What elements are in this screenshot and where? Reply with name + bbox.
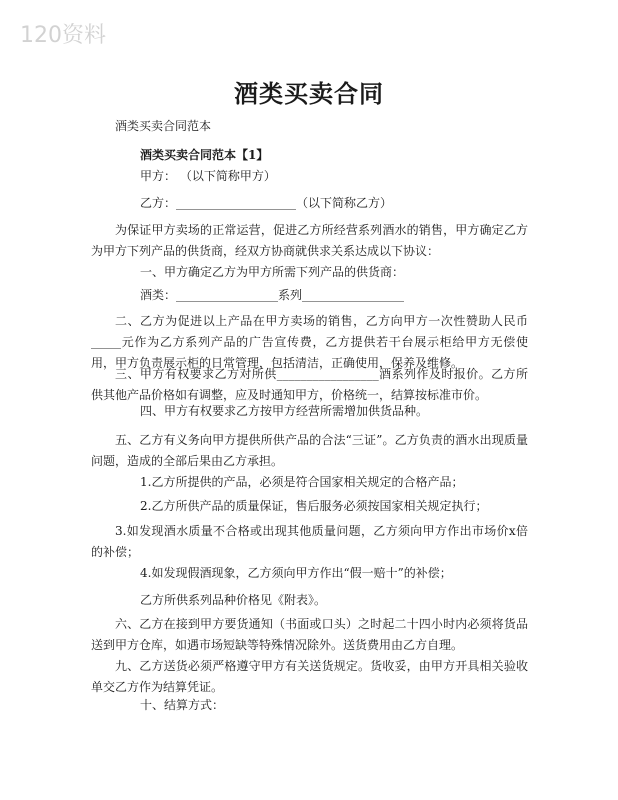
clause-4: 四、甲方有权要求乙方按甲方经营所需增加供货品种。 [140, 404, 429, 418]
clause-9: 九、乙方送货必须严格遵守甲方有关送货规定。货收妥，由甲方开具相关验收单交乙方作为结算凭证。 [91, 659, 528, 694]
party-b-line: 乙方：____________________（以下简称乙方） [140, 196, 393, 210]
section-heading: 酒类买卖合同范本【1】 [140, 148, 269, 162]
clause-1: 一、甲方确定乙方为甲方所需下列产品的供货商： [140, 265, 405, 279]
clause-5-item-1: 1.乙方所提供的产品，必须是符合国家相关规定的合格产品； [140, 475, 464, 489]
intro-paragraph: 为保证甲方卖场的正常运营，促进乙方所经营系列酒水的销售，甲方确定乙方为甲方下列产品的供货商，经双方协商就供求关系达成以下协议： [91, 223, 528, 258]
clause-3: 三、甲方有权要求乙方对所供_________________酒系列作及时报价。乙方所供其他产品价格如有调整，应及时通知甲方，价格统一，结算按标准市价。 [91, 367, 528, 402]
clause-6: 六、乙方在接到甲方要货通知（书面或口头）之时起二十四小时内必须将货品送到甲方仓库，如遇市场短缺等特殊情况除外。送货费用由乙方自理。 [91, 617, 528, 652]
clause-5: 五、乙方有义务向甲方提供所供产品的合法“三证”。乙方负责的酒水出现质量问题，造成的全部后果由乙方承担。 [91, 433, 528, 468]
watermark-logo: 120资料 [20, 23, 106, 48]
document-subtitle: 酒类买卖合同范本 [115, 119, 212, 133]
clause-2: 二、乙方为促进以上产品在甲方卖场的销售，乙方向甲方一次性赞助人民币_____元作为乙方系列产品的广告宣传费，乙方提供若干台展示柜给甲方无偿使用，甲方负责展示柜的日常管理，包括清洁，正确使用，保养及维修。 [91, 314, 528, 370]
liquor-line: 酒类：_________________系列_________________ [140, 288, 405, 302]
document-title: 酒类买卖合同 [234, 79, 384, 108]
clause-5-item-4: 4.如发现假酒现象，乙方须向甲方作出“假一赔十”的补偿； [140, 566, 452, 580]
clause-10: 十、结算方式： [140, 698, 225, 712]
price-note: 乙方所供系列品种价格见《附表》。 [140, 593, 327, 607]
clause-5-item-2: 2.乙方所供产品的质量保证，售后服务必须按国家相关规定执行； [140, 499, 488, 513]
clause-5-item-3: 3.如发现酒水质量不合格或出现其他质量问题，乙方须向甲方作出市场价x倍的补偿； [91, 524, 528, 559]
party-a-line: 甲方： （以下简称甲方） [140, 169, 276, 183]
